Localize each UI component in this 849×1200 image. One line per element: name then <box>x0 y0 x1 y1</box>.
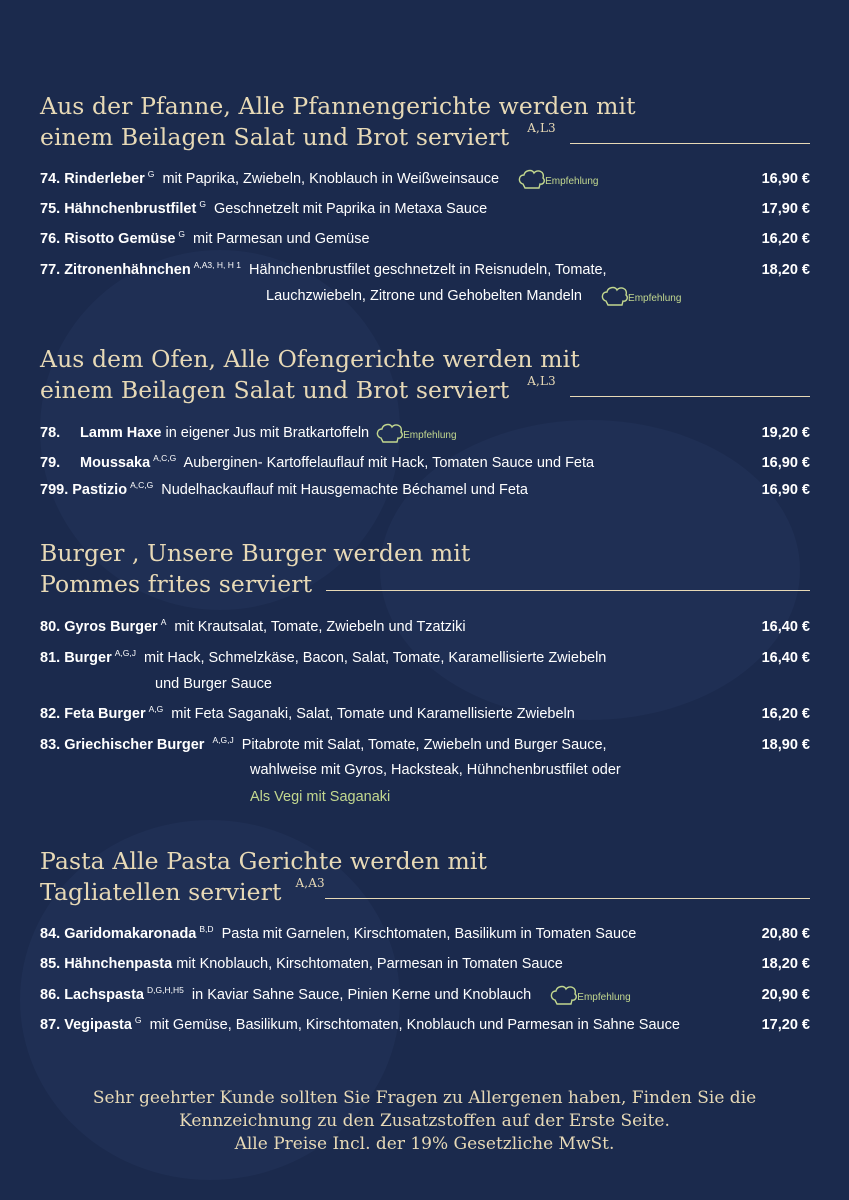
item-price: 17,90 € <box>761 201 810 217</box>
item-number: 81. <box>40 650 61 666</box>
heading-line: Tagliatellen serviert <box>40 878 282 906</box>
item-number: 75. <box>40 201 61 217</box>
item-price: 19,20 € <box>761 425 810 441</box>
item-price: 20,80 € <box>761 926 810 942</box>
heading-allergens: A,L3 <box>527 374 556 388</box>
badge-label: Empfehlung <box>628 293 682 305</box>
chef-hat-icon <box>549 984 579 1006</box>
menu-item <box>40 645 810 672</box>
menu-item <box>40 614 810 641</box>
badge-label: Empfehlung <box>545 176 599 188</box>
section-burger <box>40 538 810 600</box>
footer-line: Kennzeichnung zu den Zusatzstoffen auf der Erste Seite. <box>179 1111 670 1131</box>
item-number: 79. <box>40 455 61 471</box>
item-name: Burger <box>64 650 112 666</box>
heading-rule <box>325 898 810 899</box>
item-name: Pastizio <box>72 482 128 498</box>
recommendation-badge <box>517 166 598 192</box>
menu-item <box>40 701 810 728</box>
heading-line: einem Beilagen Salat und Brot serviert <box>40 376 510 404</box>
item-description: mit Gemüse, Basilikum, Kirschtomaten, Knoblauch und Parmesan in Sahne Sauce <box>149 1017 680 1033</box>
item-description: Pasta mit Garnelen, Kirschtomaten, Basilikum in Tomaten Sauce <box>221 926 637 942</box>
item-description: und Burger Sauce <box>155 676 272 692</box>
section-heading <box>40 846 810 908</box>
item-number: 86. <box>40 987 61 1003</box>
chef-hat-icon <box>375 422 405 444</box>
item-description: Hähnchenbrustfilet geschnetzelt in Reisnudeln, Tomate, <box>248 262 607 278</box>
item-price: 18,20 € <box>761 262 810 278</box>
item-allergens: A,G,J <box>114 648 137 658</box>
item-name: Feta Burger <box>64 706 146 722</box>
item-number: 83. <box>40 737 61 753</box>
item-price: 17,20 € <box>761 1017 810 1033</box>
item-description: mit Hack, Schmelzkäse, Bacon, Salat, Tomate, Karamellisierte Zwiebeln <box>144 650 607 666</box>
item-price: 20,90 € <box>761 987 810 1003</box>
heading-allergens: A,A3 <box>295 876 325 890</box>
item-description: in Kaviar Sahne Sauce, Pinien Kerne und Knoblauch <box>191 987 532 1003</box>
item-allergens: D,G,H,H5 <box>147 985 184 995</box>
item-price: 16,90 € <box>761 455 810 471</box>
heading-rule <box>570 143 810 144</box>
section-heading <box>40 538 810 600</box>
menu-item-continued <box>250 784 810 810</box>
recommendation-badge <box>375 420 456 446</box>
menu-item <box>40 257 810 284</box>
item-number: 87. <box>40 1017 61 1033</box>
badge-label: Empfehlung <box>403 430 457 442</box>
item-description: mit Paprika, Zwiebeln, Knoblauch in Weißweinsauce <box>162 171 500 187</box>
menu-item <box>40 450 810 477</box>
item-number: 76. <box>40 231 61 247</box>
item-description: Nudelhackauflauf mit Hausgemachte Béchamel und Feta <box>161 482 528 498</box>
heading-line: einem Beilagen Salat und Brot serviert <box>40 123 510 151</box>
heading-rule <box>570 396 810 397</box>
item-name: Vegipasta <box>64 1017 132 1033</box>
item-allergens: G <box>178 229 186 239</box>
item-allergens: A,C,G <box>130 480 154 490</box>
item-price: 16,40 € <box>761 619 810 635</box>
heading-rule <box>326 590 810 591</box>
menu-item <box>40 982 810 1009</box>
item-price: 16,90 € <box>761 482 810 498</box>
item-allergens: G <box>134 1015 142 1025</box>
item-number: 799. <box>40 482 69 498</box>
section-ofen <box>40 344 810 406</box>
footer-line: Alle Preise Incl. der 19% Gesetzliche MwSt. <box>234 1134 615 1154</box>
heading-line: Pommes frites serviert <box>40 570 313 598</box>
menu-item <box>40 1012 810 1039</box>
item-description: mit Feta Saganaki, Salat, Tomate und Karamellisierte Zwiebeln <box>171 706 575 722</box>
menu-item <box>40 420 810 446</box>
item-name: Lamm Haxe <box>80 425 162 441</box>
item-allergens: G <box>199 199 206 209</box>
menu-item <box>40 732 810 759</box>
item-price: 18,90 € <box>761 737 810 753</box>
item-description: wahlweise mit Gyros, Hacksteak, Hühnchenbrustfilet oder <box>250 762 621 778</box>
item-number: 78. <box>40 425 61 441</box>
menu-item-continued <box>266 283 810 309</box>
chef-hat-icon <box>600 285 630 307</box>
recommendation-badge <box>600 283 681 309</box>
item-price: 18,20 € <box>761 956 810 972</box>
badge-label: Empfehlung <box>577 992 631 1004</box>
section-heading <box>40 344 810 406</box>
heading-line: Aus dem Ofen, Alle Ofengerichte werden mit <box>40 345 580 373</box>
item-price: 16,20 € <box>761 231 810 247</box>
heading-allergens: A,L3 <box>527 121 556 135</box>
item-number: 82. <box>40 706 61 722</box>
chef-hat-icon <box>517 168 547 190</box>
item-allergens: A,G <box>148 704 164 714</box>
item-number: 77. <box>40 262 61 278</box>
item-allergens: B,D <box>199 924 214 934</box>
item-number: 80. <box>40 619 61 635</box>
item-allergens: G <box>147 169 155 179</box>
item-number: 74. <box>40 171 61 187</box>
item-description: mit Knoblauch, Kirschtomaten, Parmesan in Tomaten Sauce <box>176 956 563 972</box>
item-name: Lachspasta <box>64 987 144 1003</box>
item-name: Garidomakaronada <box>64 926 197 942</box>
item-description: Auberginen- Kartoffelauflauf mit Hack, Tomaten Sauce und Feta <box>183 455 595 471</box>
item-name: Hähnchenbrustfilet <box>64 201 197 217</box>
heading-line: Aus der Pfanne, Alle Pfannengerichte werden mit <box>40 92 636 120</box>
item-name: Rinderleber <box>64 171 145 187</box>
item-number: 84. <box>40 926 61 942</box>
item-name: Zitronenhähnchen <box>64 262 191 278</box>
item-description: mit Krautsalat, Tomate, Zwiebeln und Tzatziki <box>174 619 466 635</box>
menu-item <box>40 196 810 223</box>
allergen-notice <box>0 1087 849 1156</box>
footer-line: Sehr geehrter Kunde sollten Sie Fragen zu Allergenen haben, Finden Sie die <box>92 1088 757 1108</box>
section-pfanne <box>40 91 810 153</box>
item-name: Moussaka <box>80 455 151 471</box>
item-description: Geschnetzelt mit Paprika in Metaxa Sauce <box>213 201 488 217</box>
item-name: Hähnchenpasta <box>64 956 173 972</box>
section-pasta <box>40 846 810 908</box>
item-description: mit Parmesan und Gemüse <box>193 231 370 247</box>
item-description: Lauchzwiebeln, Zitrone und Gehobelten Mandeln <box>266 288 582 304</box>
item-name: Griechischer Burger <box>64 737 205 753</box>
heading-line: Pasta Alle Pasta Gerichte werden mit <box>40 847 488 875</box>
item-name: Gyros Burger <box>64 619 158 635</box>
item-price: 16,90 € <box>761 171 810 187</box>
item-allergens: A <box>160 617 167 627</box>
item-description: Pitabrote mit Salat, Tomate, Zwiebeln und Burger Sauce, <box>241 737 607 753</box>
item-description: in eigener Jus mit Bratkartoffeln <box>165 425 370 441</box>
item-allergens: A,C,G <box>153 453 177 463</box>
menu-item-continued <box>155 671 810 697</box>
item-vegi-option: Als Vegi mit Saganaki <box>250 789 391 805</box>
menu-item-continued <box>250 757 810 783</box>
recommendation-badge <box>549 982 630 1008</box>
menu-item <box>40 477 810 504</box>
section-heading <box>40 91 810 153</box>
menu-item <box>40 226 810 253</box>
item-allergens: A,A3, H, H 1 <box>193 260 241 270</box>
menu-item <box>40 921 810 948</box>
item-price: 16,40 € <box>761 650 810 666</box>
item-allergens: A,G,J <box>212 735 234 745</box>
menu-item <box>40 166 810 193</box>
item-number: 85. <box>40 956 61 972</box>
item-name: Risotto Gemüse <box>64 231 176 247</box>
heading-line: Burger , Unsere Burger werden mit <box>40 539 471 567</box>
menu-item <box>40 951 810 977</box>
item-price: 16,20 € <box>761 706 810 722</box>
